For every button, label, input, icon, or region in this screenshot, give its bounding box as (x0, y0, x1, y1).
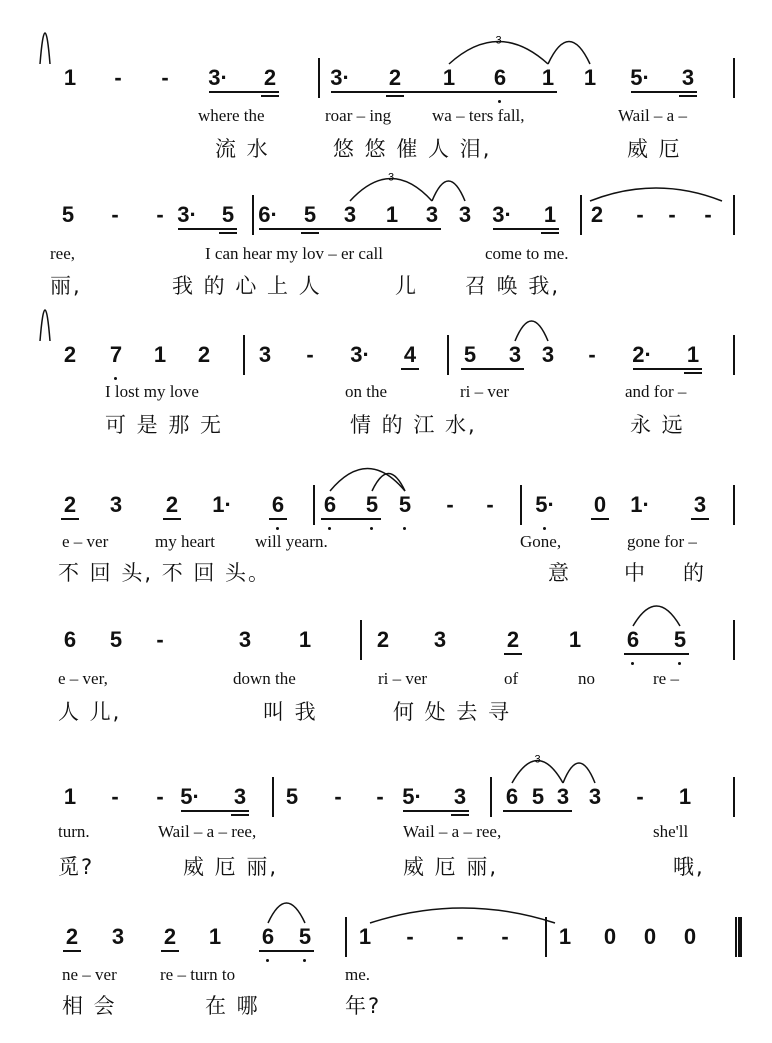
chinese-lyric: 儿 (395, 274, 418, 298)
dash-note-extension: - (668, 202, 676, 227)
tie (40, 310, 50, 341)
chinese-lyric: 的 (683, 561, 706, 585)
note: 6 (271, 492, 285, 517)
lower-octave-dot (678, 662, 681, 665)
note: 6 (505, 784, 519, 809)
note: 2 (590, 202, 604, 227)
tie (40, 33, 50, 64)
chinese-lyric: 威 厄 丽, (183, 855, 279, 879)
barline (580, 195, 582, 235)
beam-underline (61, 518, 79, 520)
barline (733, 335, 735, 375)
dash-note-extension: - (588, 342, 596, 367)
beam-underline (269, 518, 287, 520)
barline (733, 58, 735, 98)
note: 2 (63, 492, 77, 517)
note: 3 (111, 924, 125, 949)
note: 1 (358, 924, 372, 949)
note: 1 (442, 65, 456, 90)
note: 3 (556, 784, 570, 809)
barline (345, 917, 347, 957)
english-lyric: roar – ing (325, 106, 392, 125)
chinese-lyric: 我 的 心 上 人 (172, 274, 322, 298)
phrase-slur (590, 188, 722, 201)
note: 5 (463, 342, 477, 367)
chinese-lyric: 人 儿, (58, 700, 122, 724)
beam-underline (503, 810, 572, 812)
note: 6 (323, 492, 337, 517)
dash-note-extension: - (156, 627, 164, 652)
chinese-lyric: 年? (345, 994, 382, 1018)
lower-octave-dot (303, 959, 306, 962)
chinese-lyric: 悠 悠 催 人 泪, (333, 137, 492, 161)
beam-underline (231, 814, 249, 816)
beam-underline (679, 95, 697, 97)
english-lyric: ree, (50, 244, 76, 263)
english-lyric: e – ver, (58, 669, 108, 688)
note: 1 (541, 65, 555, 90)
dash-note-extension: - (456, 924, 464, 949)
chinese-lyric: 召 唤 我, (465, 274, 561, 298)
note: 1 (153, 342, 167, 367)
tie (563, 763, 595, 783)
lower-octave-dot (403, 527, 406, 530)
beam-underline (451, 814, 469, 816)
beam-underline (178, 228, 237, 230)
tie (548, 42, 590, 65)
note: 3 (508, 342, 522, 367)
dash-note-extension: - (114, 65, 122, 90)
chinese-lyric: 觅? (58, 855, 95, 879)
english-lyric: will yearn. (255, 532, 328, 551)
beam-underline (63, 950, 81, 952)
note: 5 (285, 784, 299, 809)
lower-octave-dot (276, 527, 279, 530)
note: 3· (177, 202, 197, 227)
note: 2 (197, 342, 211, 367)
note: 0 (593, 492, 607, 517)
chinese-lyric: 可 是 那 无 (105, 413, 224, 437)
note: 3· (330, 65, 350, 90)
english-lyric: Gone, (520, 532, 562, 551)
note: 1 (298, 627, 312, 652)
dash-note-extension: - (306, 342, 314, 367)
note: 4 (403, 342, 417, 367)
beam-underline (163, 518, 181, 520)
english-lyric: on the (345, 382, 388, 401)
note: 2 (263, 65, 277, 90)
triplet-number: 3 (388, 171, 395, 184)
english-lyric: ri – ver (460, 382, 510, 401)
note: 1 (63, 65, 77, 90)
english-lyric: my heart (155, 532, 215, 551)
note: 0 (603, 924, 617, 949)
note: 1 (63, 784, 77, 809)
note: 5 (303, 202, 317, 227)
english-lyric: wa – ters fall, (432, 106, 525, 125)
note: 3 (343, 202, 357, 227)
note: 5 (109, 627, 123, 652)
note: 5 (531, 784, 545, 809)
note: 6 (626, 627, 640, 652)
dash-note-extension: - (501, 924, 509, 949)
tie (268, 903, 305, 923)
note: 1 (385, 202, 399, 227)
chinese-lyric: 在 哪 (205, 994, 260, 1018)
tie (330, 469, 405, 492)
english-lyric: of (504, 669, 519, 688)
barline (520, 485, 522, 525)
english-lyric: ne – ver (62, 965, 117, 984)
note: 6 (261, 924, 275, 949)
dash-note-extension: - (156, 784, 164, 809)
note: 3 (238, 627, 252, 652)
english-lyric: come to me. (485, 244, 569, 263)
english-lyric: Wail – a – ree, (403, 822, 502, 841)
note: 3 (433, 627, 447, 652)
beam-underline (259, 950, 314, 952)
note: 6· (258, 202, 278, 227)
english-lyric: I can hear my lov – er call (205, 244, 383, 263)
note: 5 (61, 202, 75, 227)
note: 1 (686, 342, 700, 367)
tie (432, 181, 465, 201)
beam-underline (301, 232, 319, 234)
note: 0 (683, 924, 697, 949)
dash-note-extension: - (111, 202, 119, 227)
chinese-lyric: 永 远 (630, 413, 685, 437)
note: 5· (402, 784, 422, 809)
note: 2 (63, 342, 77, 367)
chinese-lyric: 哦, (673, 855, 705, 879)
note: 3 (541, 342, 555, 367)
note: 2 (388, 65, 402, 90)
lower-octave-dot (631, 662, 634, 665)
note: 1 (543, 202, 557, 227)
beam-underline (504, 653, 522, 655)
english-lyric: Wail – a – ree, (158, 822, 257, 841)
english-lyric: gone for – (627, 532, 697, 551)
note: 3 (588, 784, 602, 809)
beam-underline (259, 228, 441, 230)
dash-note-extension: - (704, 202, 712, 227)
english-lyric: me. (345, 965, 371, 984)
phrase-slur (370, 908, 555, 923)
note: 1 (678, 784, 692, 809)
note: 5· (535, 492, 555, 517)
chinese-lyric: 威 厄 (627, 137, 682, 161)
beam-underline (624, 653, 689, 655)
dash-note-extension: - (406, 924, 414, 949)
beam-underline (401, 368, 419, 370)
lower-octave-dot (328, 527, 331, 530)
note: 3 (233, 784, 247, 809)
barline (243, 335, 245, 375)
chinese-lyric: 意 (548, 561, 571, 585)
chinese-lyric: 威 厄 丽, (403, 855, 499, 879)
note: 5 (398, 492, 412, 517)
note: 6 (493, 65, 507, 90)
lower-octave-dot (543, 527, 546, 530)
note: 3 (109, 492, 123, 517)
dash-note-extension: - (376, 784, 384, 809)
dash-note-extension: - (636, 784, 644, 809)
chinese-lyric: 何 处 去 寻 (393, 700, 512, 724)
dash-note-extension: - (161, 65, 169, 90)
tie (515, 321, 548, 341)
note: 2· (632, 342, 652, 367)
barline (733, 620, 735, 660)
dash-note-extension: - (446, 492, 454, 517)
english-lyric: re – turn to (160, 965, 236, 984)
beam-underline (161, 950, 179, 952)
note: 5 (221, 202, 235, 227)
dash-note-extension: - (334, 784, 342, 809)
note: 2 (506, 627, 520, 652)
triplet-number: 3 (534, 753, 541, 766)
final-barline (735, 917, 742, 957)
chinese-lyric: 相 会 (62, 994, 117, 1018)
note: 3· (492, 202, 512, 227)
beam-underline (691, 518, 709, 520)
note: 1 (208, 924, 222, 949)
barline (272, 777, 274, 817)
chinese-lyric: 流 水 (215, 137, 270, 161)
note: 1 (568, 627, 582, 652)
english-lyric: I lost my love (105, 382, 199, 401)
barline (490, 777, 492, 817)
note: 0 (643, 924, 657, 949)
barline (733, 777, 735, 817)
beam-underline (631, 91, 697, 93)
barline (318, 58, 320, 98)
dash-note-extension: - (111, 784, 119, 809)
dash-note-extension: - (486, 492, 494, 517)
note: 7 (109, 342, 123, 367)
chinese-lyric: 叫 我 (263, 700, 318, 724)
chinese-lyric: 情 的 江 水, (350, 413, 477, 437)
beam-underline (386, 95, 404, 97)
beam-underline (219, 232, 237, 234)
english-lyric: down the (233, 669, 296, 688)
lower-octave-dot (370, 527, 373, 530)
note: 2 (165, 492, 179, 517)
beam-underline (493, 228, 559, 230)
note: 3 (258, 342, 272, 367)
note: 2 (163, 924, 177, 949)
barline (545, 917, 547, 957)
triplet-number: 3 (495, 34, 502, 47)
barline (447, 335, 449, 375)
beam-underline (591, 518, 609, 520)
english-lyric: Wail – a – (618, 106, 687, 125)
tie (633, 606, 680, 626)
note: 1· (212, 492, 232, 517)
beam-underline (633, 368, 702, 370)
dash-note-extension: - (156, 202, 164, 227)
english-lyric: e – ver (62, 532, 109, 551)
beam-underline (261, 95, 279, 97)
note: 3· (208, 65, 228, 90)
note: 5 (365, 492, 379, 517)
lower-octave-dot (114, 377, 117, 380)
lower-octave-dot (266, 959, 269, 962)
note: 5 (673, 627, 687, 652)
beam-underline (181, 810, 249, 812)
barline (360, 620, 362, 660)
english-lyric: ri – ver (378, 669, 428, 688)
note: 5 (298, 924, 312, 949)
beam-underline (684, 372, 702, 374)
note: 3 (458, 202, 472, 227)
note: 3 (453, 784, 467, 809)
beam-underline (461, 368, 524, 370)
note: 3· (350, 342, 370, 367)
beam-underline (403, 810, 469, 812)
barline (733, 195, 735, 235)
beam-underline (541, 232, 559, 234)
note: 3 (693, 492, 707, 517)
note: 6 (63, 627, 77, 652)
barline (252, 195, 254, 235)
dash-note-extension: - (636, 202, 644, 227)
english-lyric: no (578, 669, 595, 688)
english-lyric: where the (198, 106, 265, 125)
note: 5· (180, 784, 200, 809)
barline (313, 485, 315, 525)
note: 1 (558, 924, 572, 949)
note: 3 (425, 202, 439, 227)
note: 3 (681, 65, 695, 90)
note: 1· (630, 492, 650, 517)
note: 1 (583, 65, 597, 90)
chinese-lyric: 不 回 头, 不 回 头。 (58, 561, 272, 585)
barline (733, 485, 735, 525)
chinese-lyric: 丽, (50, 274, 82, 298)
beam-underline (331, 91, 557, 93)
chinese-lyric: 中 (624, 561, 647, 585)
english-lyric: and for – (625, 382, 687, 401)
english-lyric: she'll (653, 822, 689, 841)
note: 2 (376, 627, 390, 652)
beam-underline (321, 518, 381, 520)
english-lyric: re – (653, 669, 679, 688)
lower-octave-dot (498, 100, 501, 103)
english-lyric: turn. (58, 822, 90, 841)
beam-underline (209, 91, 279, 93)
note: 2 (65, 924, 79, 949)
note: 5· (630, 65, 650, 90)
